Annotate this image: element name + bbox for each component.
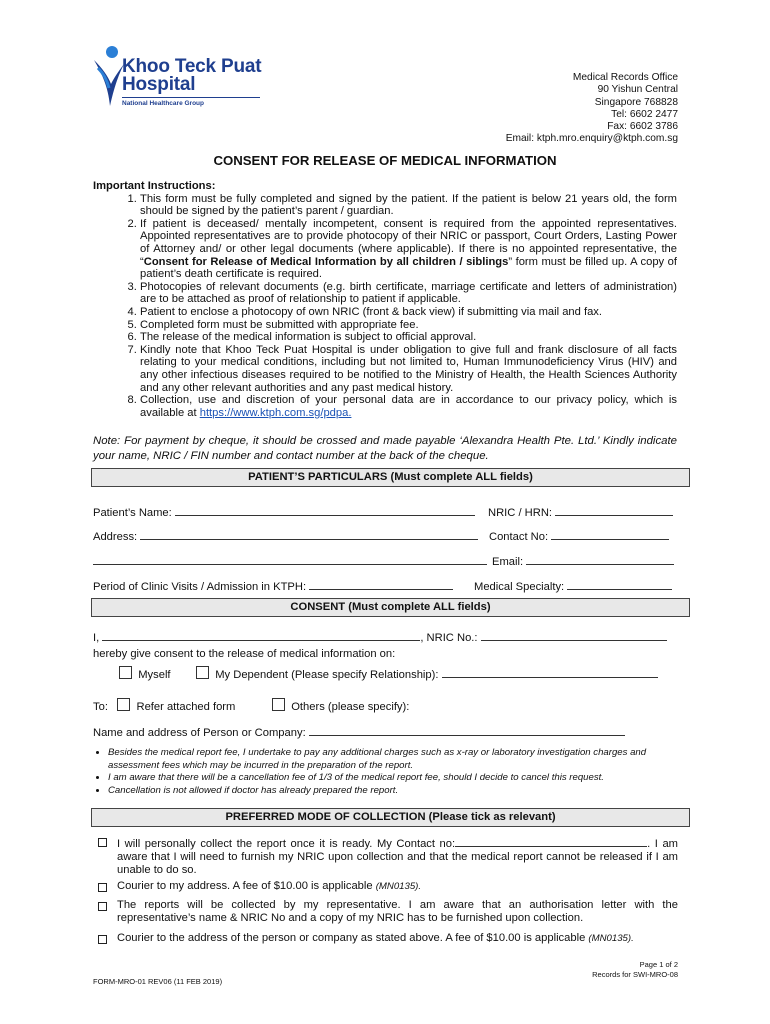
fee-note: • I am aware that there will be a cancellation fee of 1/3 of the medical report fee, should I decide to cancel this request. bbox=[108, 772, 683, 785]
address-line2-field[interactable] bbox=[93, 553, 487, 568]
instruction-item: 8. Collection, use and discretion of your personal data are in accordance to our privacy policy, which is available at https://www.ktph.com.sg/pdpa. bbox=[140, 394, 677, 419]
consent-band: CONSENT (Must complete ALL fields) bbox=[91, 598, 690, 617]
fee-note: • Cancellation is not allowed if doctor has already prepared the report. bbox=[108, 785, 683, 798]
fee-note: • Besides the medical report fee, I undertake to pay any additional charges such as x-ray or laboratory investigation charges and assessment fees which may be incurred in the preparation of the report. bbox=[108, 747, 683, 772]
instruction-item: 4. Patient to enclose a photocopy of own NRIC (front & back view) if submitting via mail and fax. bbox=[140, 306, 677, 319]
records-ref: Records for SWI-MRO-08 bbox=[592, 970, 678, 979]
instructions bbox=[93, 180, 677, 419]
option-checkbox[interactable] bbox=[98, 935, 107, 944]
courier-third-party-option[interactable]: Courier to the address of the person or company as stated above. A fee of $10.00 is applicable (MN0135). bbox=[98, 932, 678, 945]
option-checkbox[interactable] bbox=[98, 838, 107, 847]
others-checkbox[interactable]: Others (please specify): bbox=[272, 698, 409, 713]
patient-name-field[interactable]: Patient’s Name: bbox=[93, 504, 475, 519]
instruction-item: 2. If patient is deceased/ mentally incompetent, consent is required from the appointed representatives. Appointed representatives are to provide photocopy of their NRIC or passport, Court Orders, Lasting Power of Attorney and/ or other legal documents (where applicable). If there is no appointed representative, the “Consent for Release of Medical Information by all children / siblings” form must be filled up. A copy of patient’s death certificate is required. bbox=[140, 218, 677, 281]
logo-subtitle: National Healthcare Group bbox=[122, 100, 204, 107]
instruction-item: 5. Completed form must be submitted with appropriate fee. bbox=[140, 319, 677, 332]
email-field[interactable]: Email: bbox=[492, 553, 674, 568]
hospital-name: Khoo Teck Puat Hospital bbox=[122, 56, 262, 95]
myself-box[interactable] bbox=[119, 666, 132, 679]
consenter-name-field[interactable]: I, , NRIC No.: bbox=[93, 629, 667, 644]
logo-divider bbox=[122, 97, 260, 98]
person-company-field[interactable]: Name and address of Person or Company: bbox=[93, 724, 625, 739]
dependent-box[interactable] bbox=[196, 666, 209, 679]
option-checkbox[interactable] bbox=[98, 883, 107, 892]
nric-hrn-field[interactable]: NRIC / HRN: bbox=[488, 504, 673, 519]
collection-band: PREFERRED MODE OF COLLECTION (Please tick as relevant) bbox=[91, 808, 690, 827]
form-code: FORM-MRO-01 REV06 (11 FEB 2019) bbox=[93, 977, 223, 986]
office-address: Medical Records Office 90 Yishun Central Singapore 768828 Tel: 6602 2477 Fax: 6602 3786 Email: ktph.mro.enquiry@ktph.com.sg bbox=[505, 72, 678, 145]
representative-option[interactable]: The reports will be collected by my representative. I am aware that an authorisation letter with the representative’s name & NRIC No and a copy of my NRIC has to be furnished upon collection. bbox=[98, 899, 678, 925]
fee-notes bbox=[93, 747, 683, 797]
particulars-band: PATIENT’S PARTICULARS (Must complete ALL fields) bbox=[91, 468, 690, 487]
contact-no-field[interactable]: Contact No: bbox=[489, 528, 669, 543]
instruction-item: 7. Kindly note that Khoo Teck Puat Hospital is under obligation to give full and frank disclosure of all facts relating to your medical conditions, including but not limited to, Human Immunodeficiency Virus (HIV) and any other infectious diseases required to be notified to the Ministry of Health, the Health Sciences Authority and any other relevant authorities and any past medical history. bbox=[140, 344, 677, 394]
to-refer-checkbox[interactable]: To: Refer attached form bbox=[93, 698, 235, 713]
address-field[interactable]: Address: bbox=[93, 528, 478, 543]
option-checkbox[interactable] bbox=[98, 902, 107, 911]
collect-personally-option[interactable]: I will personally collect the report once it is ready. My Contact no: . I am aware that I will need to furnish my NRIC upon collection and that the medical report cannot be released if I am unable to do so. bbox=[98, 835, 678, 877]
myself-checkbox[interactable]: Myself bbox=[119, 666, 171, 681]
payment-note: Note: For payment by cheque, it should be crossed and made payable ‘Alexandra Health Pte. Ltd.’ Kindly indicate your name, NRIC / FIN number and contact number at the back of the cheque. bbox=[93, 435, 677, 462]
page-footer bbox=[592, 960, 678, 980]
instructions-heading: Important Instructions: bbox=[93, 180, 216, 192]
instruction-item: 1. This form must be fully completed and signed by the patient. If the patient is below 21 years old, the form should be signed by the patient’s parent / guardian. bbox=[140, 193, 677, 218]
courier-my-address-option[interactable]: Courier to my address. A fee of $10.00 is applicable (MN0135). bbox=[98, 880, 678, 893]
medical-specialty-field[interactable]: Medical Specialty: bbox=[474, 578, 672, 593]
instruction-item: 3. Photocopies of relevant documents (e.g. birth certificate, marriage certificate and letters of administration) are to be attached as proof of relationship to patient if applicable. bbox=[140, 281, 677, 306]
dependent-checkbox[interactable]: My Dependent (Please specify Relationship): bbox=[196, 666, 658, 681]
instruction-item: 6. The release of the medical information is subject to official approval. bbox=[140, 331, 677, 344]
page-number: Page 1 of 2 bbox=[639, 960, 678, 969]
refer-box[interactable] bbox=[117, 698, 130, 711]
privacy-policy-link[interactable]: https://www.ktph.com.sg/pdpa. bbox=[199, 406, 352, 419]
form-title: CONSENT FOR RELEASE OF MEDICAL INFORMATION bbox=[213, 153, 557, 168]
period-of-visits-field[interactable]: Period of Clinic Visits / Admission in KTPH: bbox=[93, 578, 453, 593]
consent-statement: hereby give consent to the release of medical information on: bbox=[93, 648, 396, 660]
others-box[interactable] bbox=[272, 698, 285, 711]
